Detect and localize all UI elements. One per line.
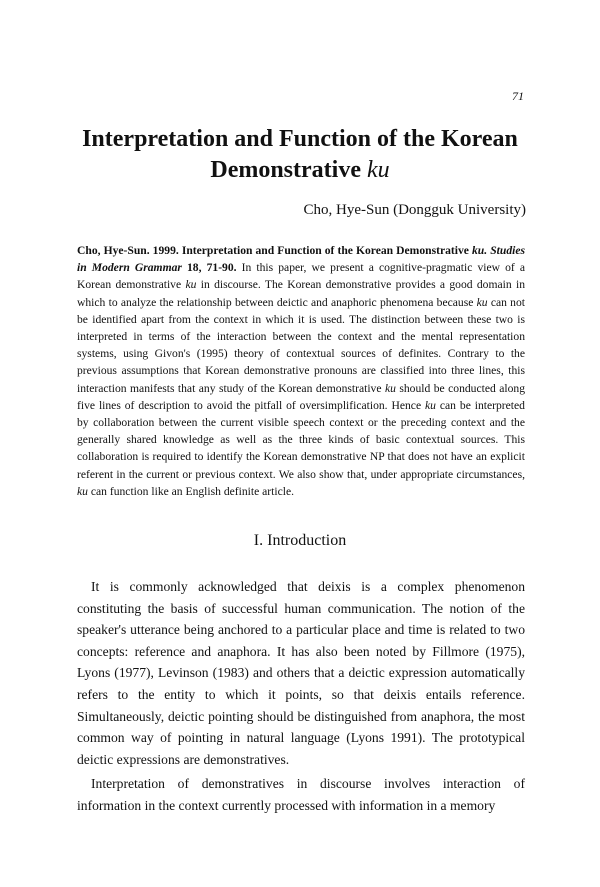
abstract-term: ku xyxy=(384,381,396,395)
paragraph: Interpretation of demonstratives in discourse involves interaction of information in the context currently processed with information in a memory xyxy=(77,776,525,813)
abstract-term: ku xyxy=(185,278,197,292)
citation-term: ku. xyxy=(471,244,488,257)
citation: Cho, Hye-Sun. 1999. Interpretation and Function of the Korean Demonstrative xyxy=(77,244,472,257)
page-number: 71 xyxy=(512,89,524,103)
volume-pages: 18, 71-90. xyxy=(181,261,237,275)
title-term: ku xyxy=(366,157,390,183)
abstract-term: ku xyxy=(77,484,88,498)
body-text xyxy=(77,576,525,817)
paragraph: It is commonly acknowledged that deixis is a complex phenomenon constituting the basis of successful human communication. The notion of the speaker's utterance being anchored to a particular place and time is related to two concepts: reference and anaphora. It has also been noted by Fillmore (1975), Lyons (1977), Levinson (1983) and others that a deictic expression automatically refers to the entity to which it points, so that deixis entails reference. Simultaneously, deictic pointing should be distinguished from anaphora, the most common way of pointing in natural language (Lyons 1991). The prototypical deictic expressions are demonstratives. xyxy=(77,579,525,767)
section-heading: I. Introduction xyxy=(253,532,347,549)
abstract-text: should be conducted along five lines of description to avoid the pitfall of oversimplification. Hence xyxy=(77,381,526,412)
abstract-text: can not be identified apart from the context in which it is used. The distinction between these two is interpreted in terms of the interaction between the context and the mental representation systems, using Givon's (1995) theory of contextual sources of definites. Contrary to the previous assumptions that Korean demonstrative pronouns are classified into three lines, this interaction manifests that any study of the Korean demonstrative xyxy=(77,295,526,395)
abstract-term: ku xyxy=(425,398,436,412)
abstract-term: ku xyxy=(476,295,488,309)
abstract xyxy=(77,242,525,500)
abstract-text: in discourse. The Korean demonstrative provides a good domain in which to analyze the relationship between deictic and anaphoric phenomena because xyxy=(77,278,525,309)
title-line-1: Interpretation and Function of the Korean xyxy=(82,126,518,152)
journal-name: Studies in Modern Grammar xyxy=(77,244,525,275)
title-line-2: Demonstrative xyxy=(210,157,367,183)
abstract-text: can function like an English definite article. xyxy=(87,484,294,498)
abstract-text: In this paper, we present a cognitive-pragmatic view of a Korean demonstrative xyxy=(77,261,525,292)
paper-title xyxy=(60,124,540,186)
author-affiliation: Cho, Hye-Sun (Dongguk University) xyxy=(303,202,526,218)
abstract-text: can be interpreted by collaboration between the current visible speech context or the preceding context and the generally shared knowledge as well as the three kinds of basic contextual sources. This collaboration is required to identify the Korean demonstrative NP that does not have an explicit referent in the current or previous context. We also show that, under appropriate circumstances, xyxy=(77,398,525,481)
